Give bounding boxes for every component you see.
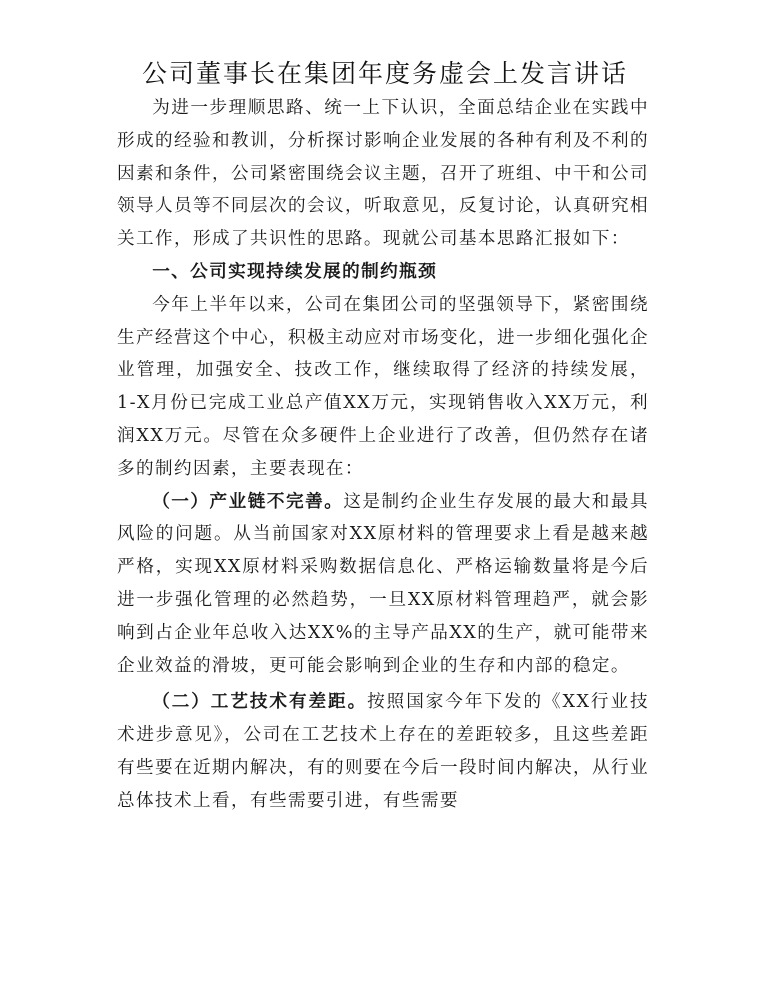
point-1-lead: （一）产业链不完善。 <box>152 490 344 512</box>
point-1-paragraph <box>117 486 649 683</box>
document-title: 公司董事长在集团年度务虚会上发言讲话 <box>141 59 628 88</box>
point-2-lead: （二）工艺技术有差距。 <box>152 691 368 713</box>
document-body <box>117 92 649 818</box>
section-heading: 一、公司实现持续发展的制约瓶颈 <box>152 260 438 282</box>
section-paragraph: 今年上半年以来，公司在集团公司的坚强领导下，紧密围绕生产经营这个中心，积极主动应对市场变化，进一步细化强化企业管理，加强安全、技改工作，继续取得了经济的持续发展，1-X月份已完成工业总产值XX万元，实现销售收入XX万元，利润XX万元。尽管在众多硬件上企业进行了改善，但仍然存在诸多的制约因素，主要表现在： <box>117 294 649 479</box>
point-2-paragraph <box>117 686 649 817</box>
point-2-text: 按照国家今年下发的《XX行业技术进步意见》，公司在工艺技术上存在的差距较多，且这些差距有些要在近期内解决，有的则要在今后一段时间内解决，从行业总体技术上看，有些需要引进，有些需要 <box>117 692 649 811</box>
intro-paragraph: 为进一步理顺思路、统一上下认识，全面总结企业在实践中形成的经验和教训，分析探讨影响企业发展的各种有利及不利的因素和条件，公司紧密围绕会议主题，召开了班组、中干和公司领导人员等不同层次的会议，听取意见，反复讨论，认真研究相关工作，形成了共识性的思路。现就公司基本思路汇报如下： <box>117 98 649 250</box>
point-1-text: 这是制约企业生存发展的最大和最具风险的问题。从当前国家对XX原材料的管理要求上看是越来越严格，实现XX原材料采购数据信息化、严格运输数量将是今后进一步强化管理的必然趋势，一旦XX原材料管理趋严，就会影响到占企业年总收入达XX%的主导产品XX的生产，就可能带来企业效益的滑坡，更可能会影响到企业的生存和内部的稳定。 <box>117 491 649 676</box>
